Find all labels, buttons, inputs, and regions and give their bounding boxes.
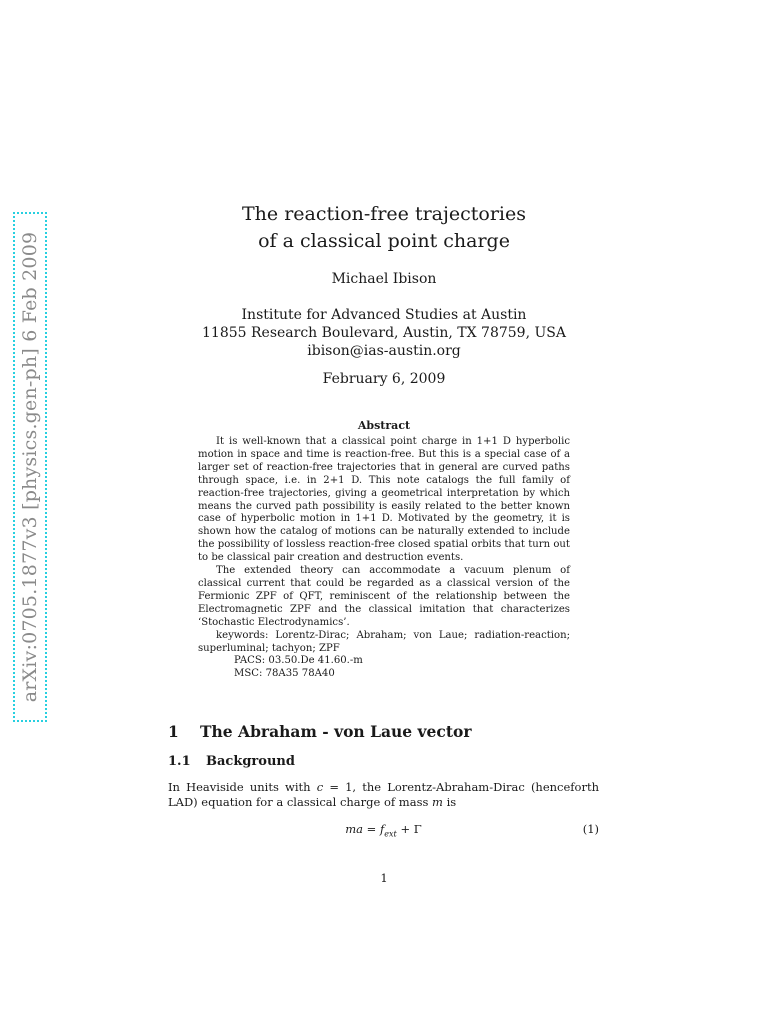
author-name: Michael Ibison [331, 271, 437, 287]
body-text-3: is [442, 795, 457, 809]
title-line-1: The reaction-free trajectories [242, 203, 526, 225]
equation-1 [168, 822, 599, 838]
eq-lhs: ma [345, 822, 364, 836]
affiliation [0, 306, 768, 360]
section-1-title: The Abraham - von Laue vector [200, 722, 472, 741]
abstract [198, 436, 570, 681]
eq-f: f [379, 822, 385, 836]
abstract-paragraph-2: The extended theory can accommodate a vacuum plenum of classical current that could be regarded as a classical version of the Fermionic ZPF of QFT, reminiscent of the relationship between the Electromagnetic ZPF and the classical imitation that characterizes ‘Stochastic Electrodynamics’. [198, 565, 570, 628]
abstract-paragraph-1: It is well-known that a classical point charge in 1+1 D hyperbolic motion in space and time is reaction-free. But this is a special case of a larger set of reaction-free trajectories that in general are curved paths through space, i.e. in 2+1 D. This note catalogs the full family of reaction-free trajectories, giving a geometrical interpretation by which means the curved path possibility is easily related to the better known case of hyperbolic motion in 1+1 D. Motivated by the geometry, it is shown how the catalog of motions can be naturally extended to include the possibility of lossless reaction-free closed spatial orbits that turn out to be classical pair creation and destruction events. [198, 436, 570, 564]
paper-date: February 6, 2009 [322, 371, 446, 387]
body-text-1: In Heaviside units with [168, 780, 317, 794]
section-1-1-number: 1.1 [168, 754, 191, 769]
eq-sub-ext: ext [384, 829, 397, 839]
affiliation-line-2: 11855 Research Boulevard, Austin, TX 78759, USA [202, 325, 566, 341]
section-1-number: 1 [168, 722, 179, 741]
paper-title [0, 201, 768, 255]
equation-body [168, 822, 599, 838]
section-1-heading [168, 722, 472, 741]
section-1-1-title: Background [206, 754, 295, 769]
author-email: ibison@ias-austin.org [307, 343, 461, 359]
arxiv-stamp: arXiv:0705.1877v3 [physics.gen-ph] 6 Feb 2009 [19, 231, 41, 703]
abstract-heading: Abstract [357, 419, 411, 432]
section-1-1-heading [168, 754, 295, 769]
var-c: c [316, 780, 324, 794]
msc-codes: MSC: 78A35 78A40 [234, 668, 335, 680]
body-text-2: = 1, the Lorentz-Abraham-Dirac (henceforth LAD) equation for a classical charge of mass [168, 780, 599, 809]
pacs-codes: PACS: 03.50.De 41.60.-m [234, 655, 363, 667]
body-paragraph [168, 780, 599, 810]
page-number: 1 [380, 871, 388, 885]
affiliation-line-1: Institute for Advanced Studies at Austin [241, 307, 527, 323]
keywords: keywords: Lorentz-Dirac; Abraham; von Laue; radiation-reaction; superluminal; tachyon; ZPF [198, 629, 570, 654]
eq-equals: = [363, 822, 380, 836]
var-m: m [432, 795, 443, 809]
eq-rhs: + Γ [396, 822, 422, 836]
title-line-2: of a classical point charge [258, 230, 510, 252]
equation-number: (1) [582, 822, 599, 836]
